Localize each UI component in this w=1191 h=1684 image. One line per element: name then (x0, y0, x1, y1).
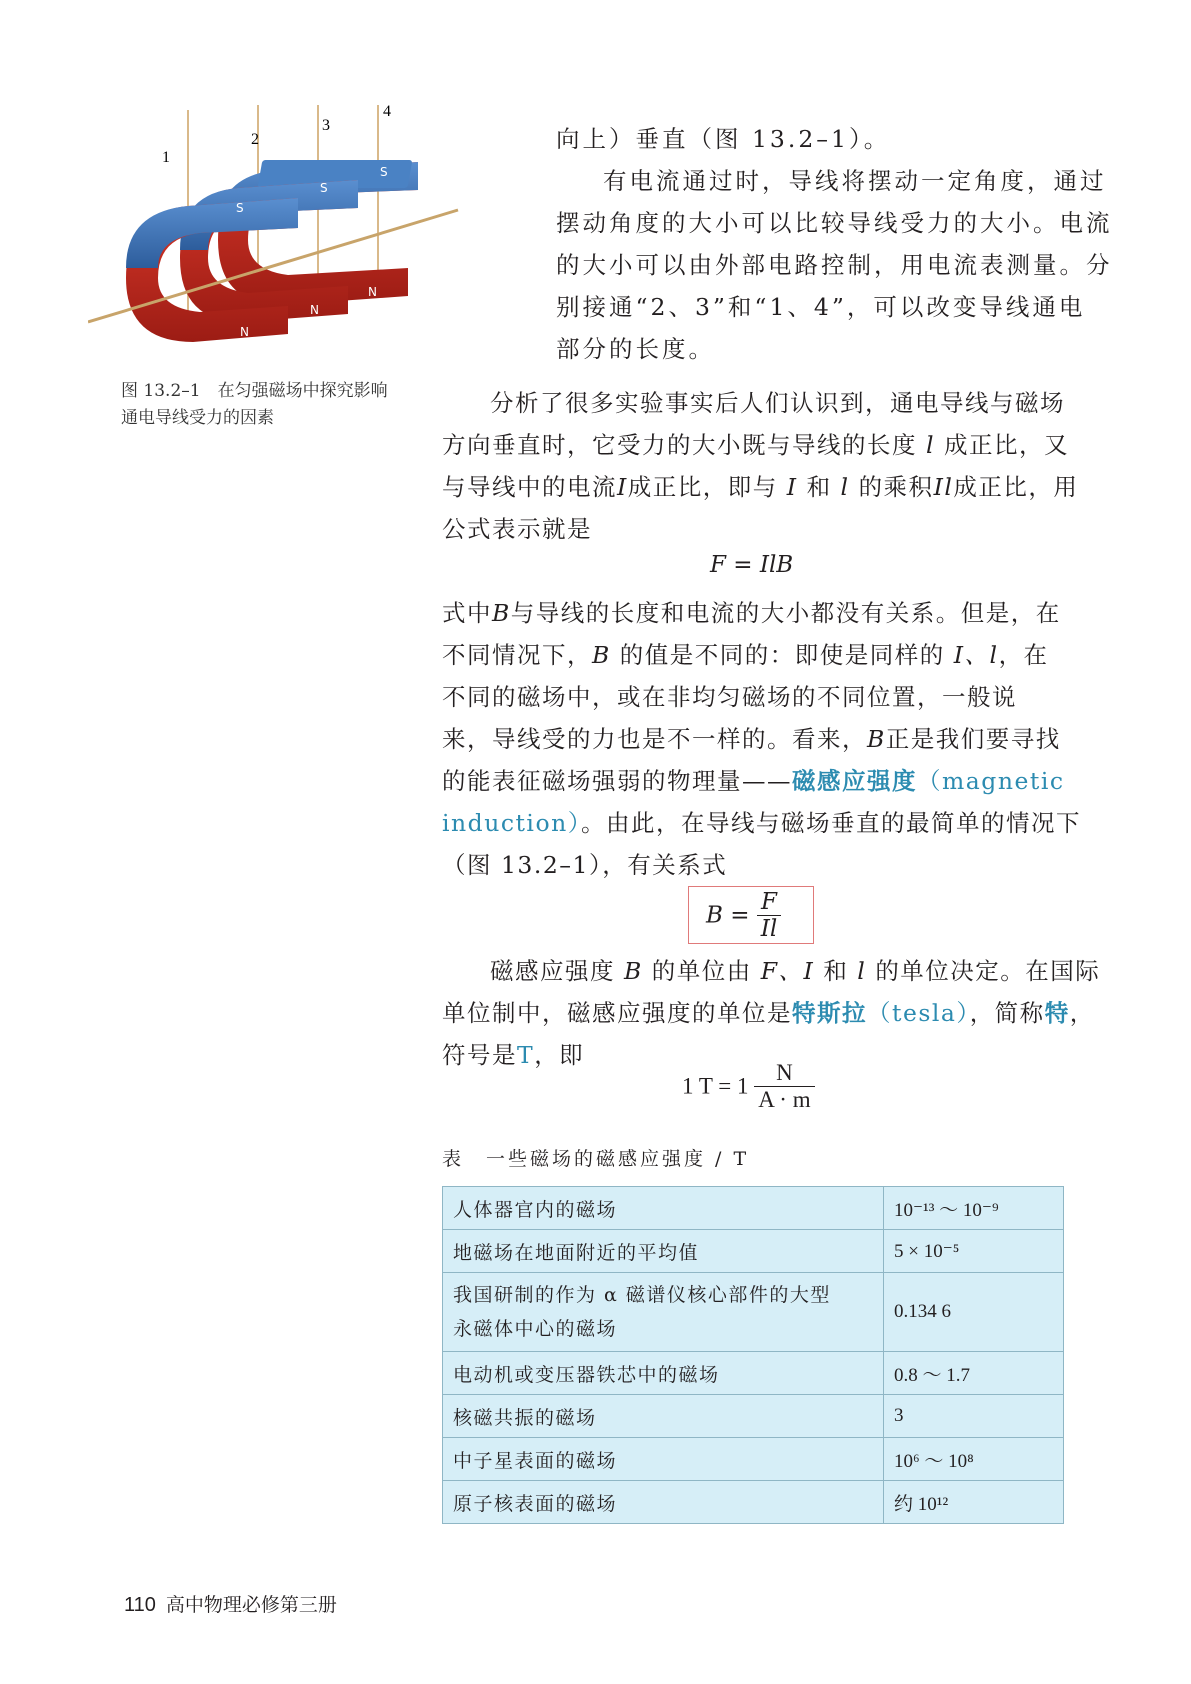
table-cell-value: 3 (884, 1395, 1064, 1438)
pole-label-s: S (320, 181, 328, 195)
table-cell-name: 地磁场在地面附近的平均值 (443, 1230, 884, 1273)
thread-label-2: 2 (251, 131, 259, 148)
table-row (443, 1438, 1064, 1481)
page-footer (124, 1590, 337, 1617)
caption-line: 通电导线受力的因素 (121, 408, 274, 428)
text-line: 磁感应强度 B 的单位由 F、I 和 l 的单位决定。在国际 (490, 957, 1101, 985)
text-line: 向上）垂直（图 13.2–1）。 (556, 125, 891, 153)
table-cell-value: 0.134 6 (884, 1273, 1064, 1352)
text-line: induction）。由此，在导线与磁场垂直的最简单的情况下 (442, 809, 1081, 837)
text-line: 式中B与导线的长度和电流的大小都没有关系。但是，在 (442, 599, 1061, 627)
text-line: 分析了很多实验事实后人们认识到，通电导线与磁场 (490, 389, 1065, 417)
text-line: （图 13.2–1），有关系式 (442, 851, 728, 879)
table-cell-value: 约 10¹² (884, 1481, 1064, 1524)
table-cell-name: 原子核表面的磁场 (443, 1481, 884, 1524)
text-line: 来，导线受的力也是不一样的。看来，B正是我们要寻找 (442, 725, 1061, 753)
text-line: 公式表示就是 (442, 515, 592, 543)
text-line: 摆动角度的大小可以比较导线受力的大小。电流 (556, 209, 1113, 237)
table-cell-value: 10⁶ ～ 10⁸ (884, 1438, 1064, 1481)
magnet-figure (88, 100, 468, 360)
formula-force: F = IlB (710, 552, 794, 578)
formula-tesla-unit: 1 T = 1 $\frac{N}{A \cdot m}$ (682, 1060, 815, 1113)
text-line: 方向垂直时，它受力的大小既与导线的长度 l 成正比，又 (442, 431, 1069, 459)
table-title: 表 一些磁场的磁感应强度 / T (442, 1148, 750, 1170)
page-number: 110 (124, 1594, 156, 1616)
pole-label-n: N (310, 303, 319, 317)
magnetic-field-table (442, 1186, 1064, 1524)
table-cell-name: 电动机或变压器铁芯中的磁场 (443, 1352, 884, 1395)
term-tesla: 特斯拉 (792, 999, 867, 1027)
text-line: 不同情况下，B 的值是不同的：即使是同样的 I、l，在 (442, 641, 1049, 669)
table-cell-value: 0.8 ～ 1.7 (884, 1352, 1064, 1395)
text-line: 单位制中，磁感应强度的单位是特斯拉（tesla），简称特， (442, 999, 1095, 1027)
table-cell-value: 10⁻¹³ ～ 10⁻⁹ (884, 1187, 1064, 1230)
thread-label-3: 3 (322, 117, 330, 134)
table-cell-value: 5 × 10⁻⁵ (884, 1230, 1064, 1273)
table-row (443, 1395, 1064, 1438)
text-line: 的能表征磁场强弱的物理量——磁感应强度（magnetic (442, 767, 1065, 795)
table-row (443, 1352, 1064, 1395)
book-title: 高中物理必修第三册 (165, 1594, 337, 1616)
pole-label-s: S (236, 201, 244, 215)
pole-label-n: N (240, 325, 249, 339)
table-cell-name: 我国研制的作为 α 磁谱仪核心部件的大型 永磁体中心的磁场 (443, 1273, 884, 1352)
table-cell-name: 中子星表面的磁场 (443, 1438, 884, 1481)
table-cell-name: 人体器官内的磁场 (443, 1187, 884, 1230)
text-line: 有电流通过时，导线将摆动一定角度，通过 (603, 167, 1107, 195)
table-row (443, 1230, 1064, 1273)
text-line: 的大小可以由外部电路控制，用电流表测量。分 (556, 251, 1113, 279)
text-line: 符号是T，即 (442, 1041, 585, 1069)
table-row (443, 1273, 1064, 1352)
text-line: 部分的长度。 (556, 335, 715, 363)
table-cell-name: 核磁共振的磁场 (443, 1395, 884, 1438)
thread-label-1: 1 (162, 149, 170, 166)
table-row (443, 1187, 1064, 1230)
pole-label-n: N (368, 285, 377, 299)
caption-line: 图 13.2–1 在匀强磁场中探究影响 (121, 381, 388, 401)
text-line: 不同的磁场中，或在非均匀磁场的不同位置，一般说 (442, 683, 1017, 711)
figure-caption (121, 378, 421, 432)
thread-label-4: 4 (383, 103, 391, 120)
formula-b: B = $\frac{F}{Il}$ (706, 889, 781, 942)
term-magnetic-induction: 磁感应强度 (792, 767, 917, 795)
text-line: 与导线中的电流I成正比，即与 I 和 l 的乘积Il成正比，用 (442, 473, 1079, 501)
table-row (443, 1481, 1064, 1524)
text-line: 别接通“2、3”和“1、4”，可以改变导线通电 (556, 293, 1086, 321)
pole-label-s: S (380, 165, 388, 179)
